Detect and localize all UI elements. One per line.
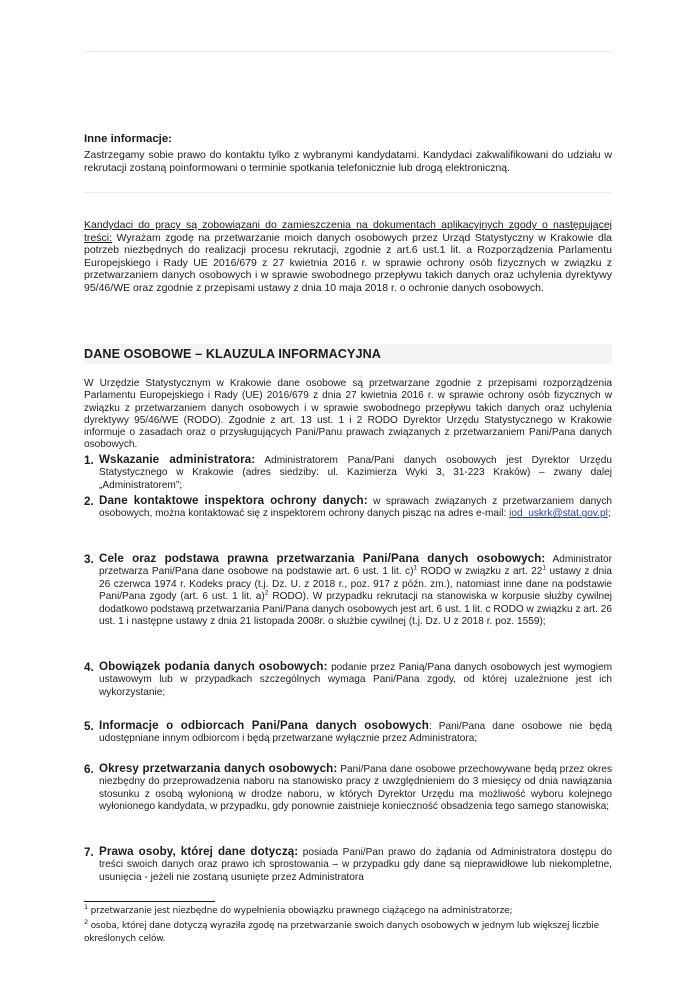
footnote-ref: 2	[264, 589, 269, 597]
list-item	[84, 763, 612, 814]
item-text: Pani/Pana dane osobowe przechowywane będą przez okres niezbędny do przeprowadzenia naboru na stanowisko pracy z uwzględnieniem do 3 miesięcy od dnia nawiązania stosunku z osobą wyłonioną w drodze naboru, w których Dyrektor Urzędu ma możliwość wyboru kolejnego wyłonionego kandydata, w przypadku, gdy ponownie zaistnieje konieczność obsadzenia tego samego stanowiska;	[99, 764, 612, 813]
item-text: Administrator przetwarza Pani/Pana dane osobowe na podstawie art. 6 ust. 1 lit. c)	[99, 554, 612, 578]
clause-intro: W Urzędzie Statystycznym w Krakowie dane osobowe są przetwarzane zgodnie z przepisami rozporządzenia Parlamentu Europejskiego i Rady (UE) 2016/679 z dnia 27 kwietnia 2016 r. w sprawie ochrony osób fizycznych w związku z przetwarzaniem danych osobowych i w sprawie swobodnego przepływu takich danych oraz uchylenia dyrektywy 95/46/WE (RODO). Zgodnie z art. 13 ust. 1 i 2 RODO Dyrektor Urzędu Statystycznego w Krakowie informuje o zasadach oraz o przysługujących Pani/Panu prawach związanych z przetwarzaniem Pani/Pana danych osobowych.	[84, 378, 612, 451]
item-text: RODO w związku z art. 22	[417, 566, 543, 578]
consent-text: Wyrażam zgodę na przetwarzanie moich danych osobowych przez Urząd Statystyczny w Krakowie dla potrzeb niezbędnych do realizacji procesu rekrutacji, zgodnie z art.6 ust.1 lit. a Rozporządzenia Parlamentu Europejskiego i Rady UE 2016/679 z 27 kwietnia 2016 r. w sprawie ochrony osób fizycznych w związku z przetwarzaniem danych osobowych i w sprawie swobodnego przepływu takich danych oraz uchylenia dyrektywy 95/46/WE oraz zgodnie z przepisami ustawy z dnia 10 maja 2018 r. o ochronie danych osobowych.	[84, 231, 612, 294]
list-item	[84, 720, 612, 746]
item-title: Prawa osoby, której dane dotyczą:	[99, 845, 299, 858]
footnote-text: przetwarzanie jest niezbędne do wypełnienia obowiązku prawnego ciążącego na administratorze;	[87, 906, 513, 916]
item-title: Dane kontaktowe inspektora ochrony danych:	[99, 494, 368, 507]
item-text: RODO). W przypadku rekrutacji na stanowiska w korpusie służby cywilnej dodatkowo podstawą przetwarzania Pani/Pana danych osobowych jest art. 6 ust. 1 lit. c RODO w związku z art. 26 ust. 1 i następne ustawy z dnia 21 listopada 2008r. o służbie cywilnej (t.j. Dz. U z 2018 r. poz. 1559);	[99, 591, 613, 628]
list-item	[84, 661, 612, 699]
clause-heading-bar	[84, 344, 612, 364]
consent-paragraph	[84, 219, 612, 295]
item-number: 5.	[84, 720, 94, 733]
other-info-section	[84, 132, 612, 174]
list-item	[84, 495, 612, 521]
section-divider	[84, 192, 612, 193]
item-text-end: ;	[607, 508, 611, 520]
item-number: 4.	[84, 661, 94, 674]
footnote-mark: 1	[84, 903, 88, 911]
item-title: Obowiązek podania danych osobowych:	[99, 660, 328, 673]
footnote-2	[84, 920, 612, 946]
item-number: 3.	[84, 553, 94, 566]
footnote-1	[84, 905, 612, 918]
item-text: w sprawach związanych z przetwarzaniem danych osobowych, można kontaktować się z inspektorem ochrony danych pisząc na adres e-mail:	[99, 496, 612, 520]
item-text: ustawy z dnia 26 czerwca 1974 r. Kodeks pracy (t.j. Dz. U. z 2018 r., poz. 917 z późn. zm.), natomiast inne dane na podstawie Pani/Pana zgody (art. 6 ust. 1 lit. a)	[99, 566, 612, 603]
footnote-ref: 1	[542, 565, 546, 573]
item-number: 1.	[84, 454, 94, 467]
footnote-mark: 2	[84, 918, 88, 926]
other-info-text: Zastrzegamy sobie prawo do kontaktu tylko z wybranymi kandydatami. Kandydaci zakwalifikowani do udziału w rekrutacji zostaną poinformowani o terminie spotkania telefonicznie lub drogą elektroniczną.	[84, 149, 612, 174]
other-info-heading: Inne informacje:	[84, 133, 172, 145]
footnote-separator	[84, 901, 215, 902]
list-item	[84, 454, 612, 492]
footnote-ref: 1	[413, 565, 418, 573]
item-title: Wskazanie administratora:	[99, 453, 256, 466]
item-title: Cele oraz podstawa prawna przetwarzania Pani/Pana danych osobowych:	[99, 552, 546, 565]
item-text: posiada Pani/Pan prawo do żądania od Administratora dostępu do treści swoich danych oraz prawo ich sprostowania – w przypadku gdy dane są nieprawidłowe lub niekompletne, usunięcia - jeżeli nie zostaną usunięte przez Administratora	[99, 847, 612, 883]
item-number: 7.	[84, 846, 94, 859]
item-text: : Pani/Pana dane osobowe nie będą udostępniane innym odbiorcom i będą przetwarzane wyłącznie przez Administratora;	[99, 721, 612, 745]
dpo-email-link[interactable]: iod_uskrk@stat.gov.pl	[509, 508, 608, 520]
item-text: podanie przez Panią/Pana danych osobowych jest wymogiem ustawowym lub w przypadkach szczególnych wymaga Pani/Pana zgody, od której uzależnione jest ich wykorzystanie;	[99, 662, 612, 698]
item-number: 6.	[84, 763, 94, 776]
consent-requirement: Kandydaci do pracy są zobowiązani do zamieszczenia na dokumentach aplikacyjnych zgody o następującej treści:	[84, 219, 612, 244]
header-divider	[84, 51, 612, 52]
item-title: Informacje o odbiorcach Pani/Pana danych osobowych	[99, 719, 429, 732]
item-number: 2.	[84, 495, 94, 508]
list-item	[84, 553, 612, 628]
clause-heading: DANE OSOBOWE – KLAUZULA INFORMACYJNA	[84, 347, 381, 361]
item-text: Administratorem Pana/Pani danych osobowych jest Dyrektor Urzędu Statystycznego w Krakowie (adres siedziby: ul. Kazimierza Wyki 3, 31-223 Kraków) – zwany dalej „Administratorem”;	[99, 455, 612, 491]
list-item	[84, 846, 612, 884]
footnote-text: osoba, której dane dotyczą wyraziła zgodę na przetwarzanie swoich danych osobowych w jednym lub większej liczbie określonych celów.	[84, 921, 599, 944]
item-title: Okresy przetwarzania danych osobowych:	[99, 762, 338, 775]
